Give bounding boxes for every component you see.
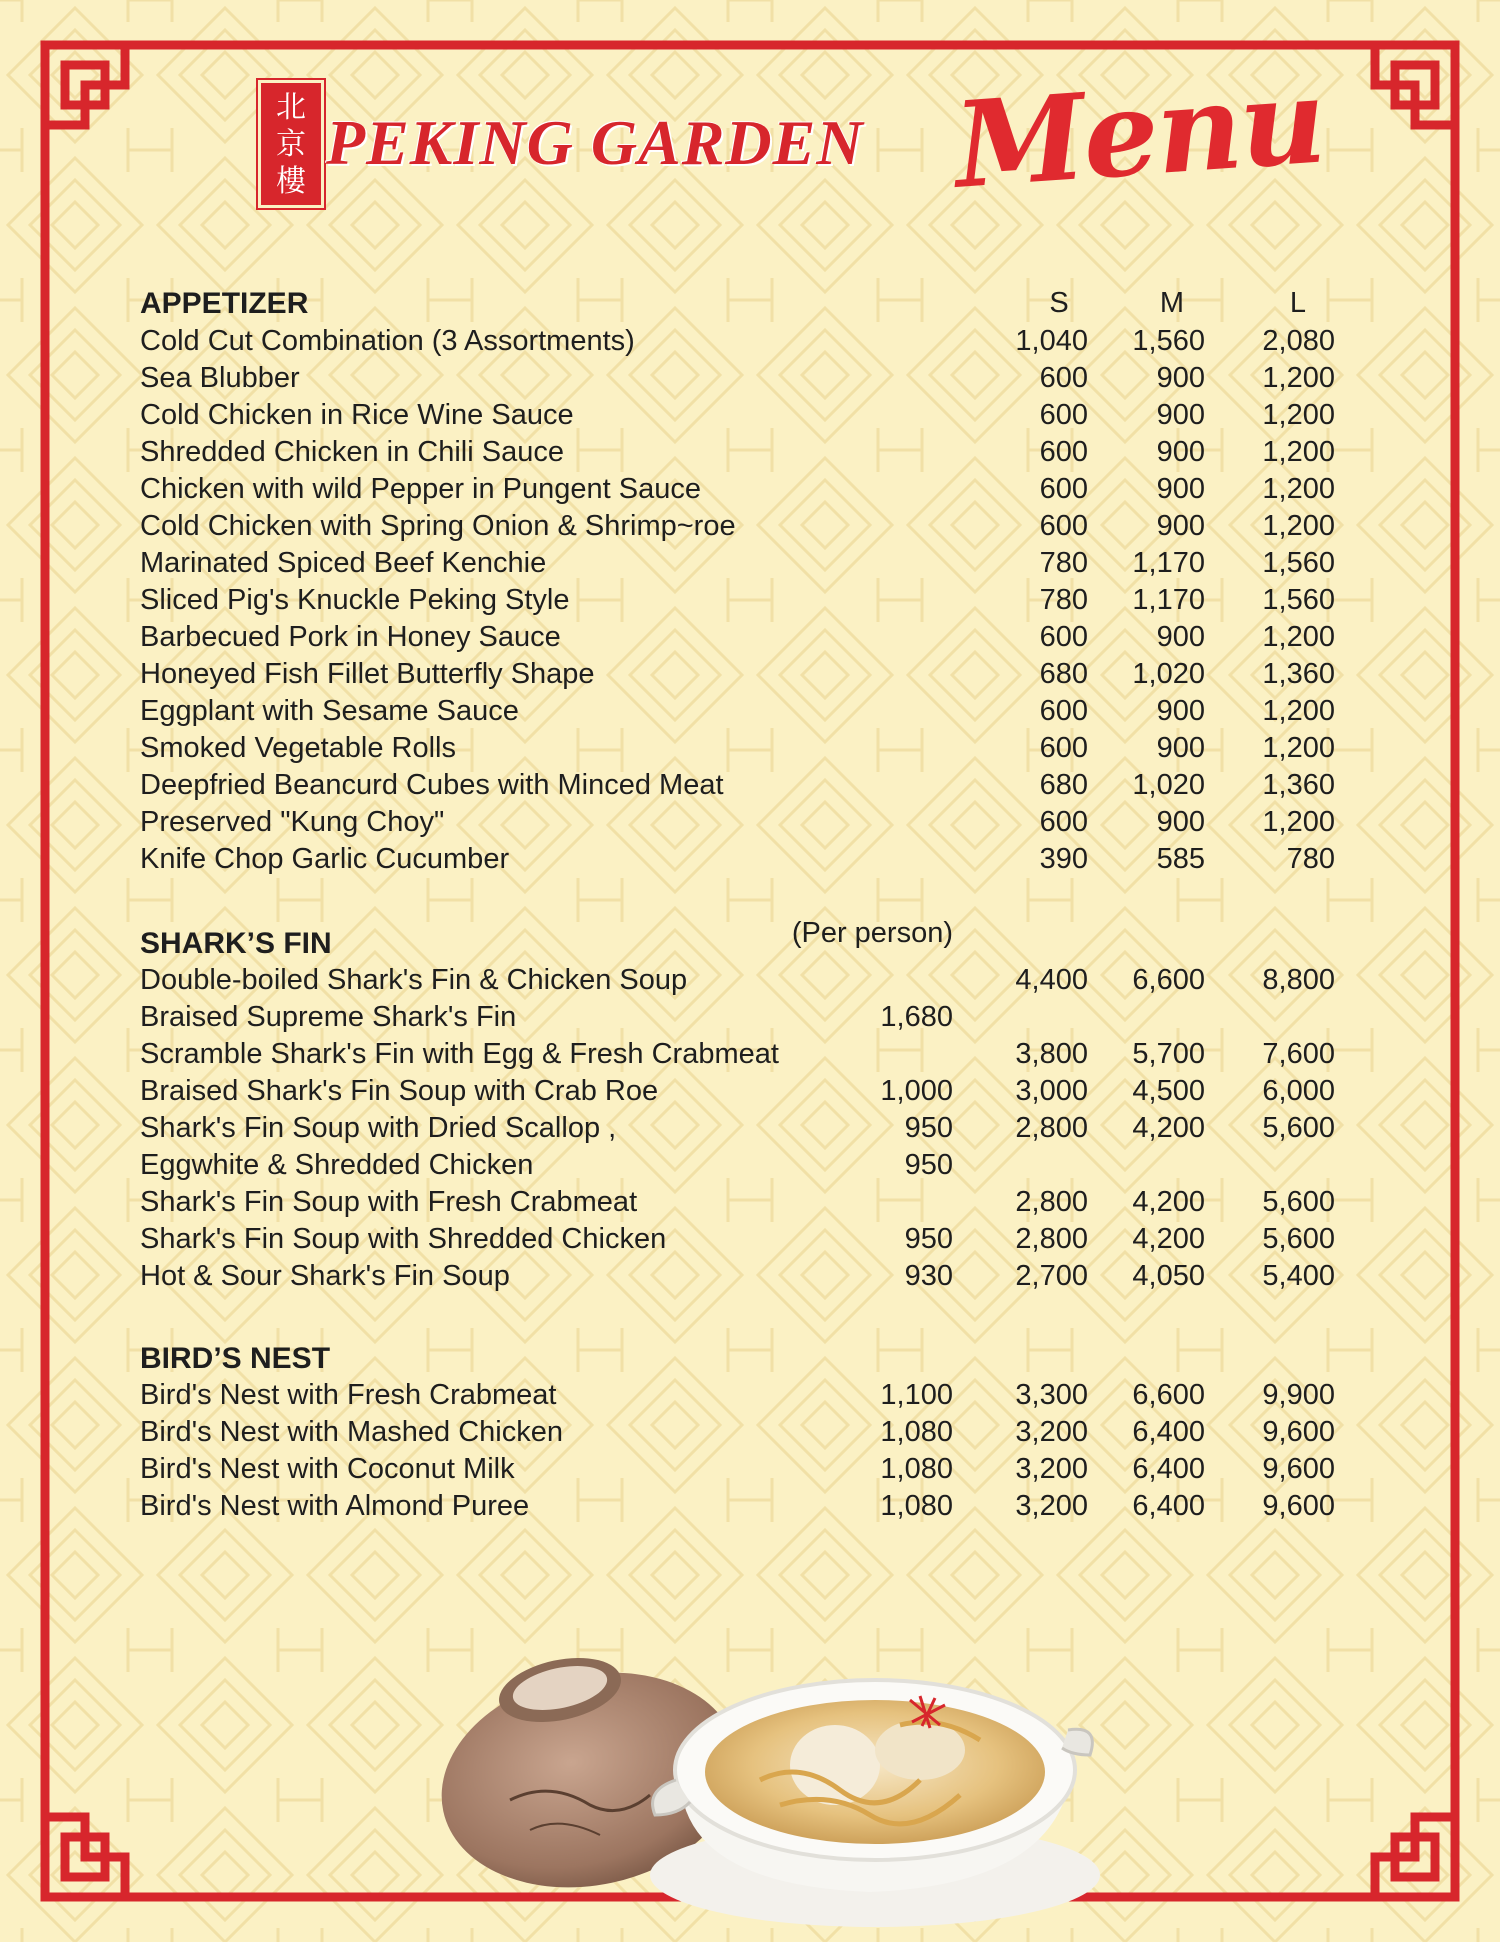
price-per-person: 1,100	[880, 1379, 953, 1411]
price-l: 9,600	[1262, 1453, 1335, 1485]
section-title-sharks-fin: SHARK’S FIN	[140, 927, 332, 960]
price-m: 4,500	[1132, 1075, 1205, 1107]
column-header-l: L	[1289, 287, 1307, 319]
price-l: 1,360	[1262, 658, 1335, 690]
clay-pot-soup-dish-icon	[440, 1630, 1100, 1930]
price-s: 2,800	[1015, 1186, 1088, 1218]
menu-item-row	[0, 656, 1500, 693]
price-s: 600	[1039, 473, 1088, 505]
price-m: 900	[1156, 362, 1205, 394]
price-s: 4,400	[1015, 964, 1088, 996]
section-title-birds-nest: BIRD’S NEST	[140, 1342, 331, 1375]
menu-item-row	[0, 323, 1500, 360]
price-s: 600	[1039, 695, 1088, 727]
menu-item-row	[0, 1110, 1500, 1147]
price-l: 5,600	[1262, 1186, 1335, 1218]
price-s: 600	[1039, 399, 1088, 431]
price-m: 6,600	[1132, 1379, 1205, 1411]
price-l: 5,600	[1262, 1112, 1335, 1144]
price-m: 4,200	[1132, 1223, 1205, 1255]
menu-item-row	[0, 619, 1500, 656]
item-name: Bird's Nest with Coconut Milk	[140, 1453, 515, 1485]
item-name: Scramble Shark's Fin with Egg & Fresh Crabmeat	[140, 1038, 779, 1070]
menu-item-row	[0, 1414, 1500, 1451]
appetizer-header-row	[0, 285, 1500, 322]
section-title-appetizer: APPETIZER	[140, 287, 309, 320]
price-s: 780	[1039, 547, 1088, 579]
item-name: Shark's Fin Soup with Shredded Chicken	[140, 1223, 667, 1255]
column-header-s: S	[1049, 287, 1069, 319]
logo-seal	[258, 80, 324, 208]
price-s: 600	[1039, 436, 1088, 468]
price-l: 5,600	[1262, 1223, 1335, 1255]
price-l: 1,200	[1262, 510, 1335, 542]
price-m: 1,020	[1132, 658, 1205, 690]
price-l: 1,200	[1262, 362, 1335, 394]
item-name: Preserved "Kung Choy"	[140, 806, 445, 838]
birds-nest-header-row	[0, 1340, 1500, 1377]
price-m: 4,050	[1132, 1260, 1205, 1292]
price-l: 1,560	[1262, 547, 1335, 579]
item-name: Hot & Sour Shark's Fin Soup	[140, 1260, 510, 1292]
column-header-m: M	[1159, 287, 1185, 319]
menu-item-row	[0, 1258, 1500, 1295]
item-name: Braised Supreme Shark's Fin	[140, 1001, 517, 1033]
price-s: 600	[1039, 732, 1088, 764]
price-s: 3,200	[1015, 1416, 1088, 1448]
price-l: 5,400	[1262, 1260, 1335, 1292]
price-m: 900	[1156, 806, 1205, 838]
price-l: 1,200	[1262, 732, 1335, 764]
price-per-person: 930	[904, 1260, 953, 1292]
price-per-person: 950	[904, 1149, 953, 1181]
menu-title: Menu	[950, 50, 1329, 215]
seal-char: 北	[276, 89, 306, 125]
price-m: 1,170	[1132, 547, 1205, 579]
price-s: 600	[1039, 510, 1088, 542]
menu-item-row	[0, 841, 1500, 878]
item-name: Shredded Chicken in Chili Sauce	[140, 436, 564, 468]
menu-item-row	[0, 962, 1500, 999]
menu-item-row	[0, 434, 1500, 471]
price-s: 600	[1039, 362, 1088, 394]
menu-item-row	[0, 767, 1500, 804]
price-s: 3,200	[1015, 1490, 1088, 1522]
price-l: 1,200	[1262, 436, 1335, 468]
menu-item-row	[0, 999, 1500, 1036]
item-name: Braised Shark's Fin Soup with Crab Roe	[140, 1075, 659, 1107]
price-l: 1,200	[1262, 806, 1335, 838]
item-name: Bird's Nest with Almond Puree	[140, 1490, 530, 1522]
price-s: 1,040	[1015, 325, 1088, 357]
menu-item-row	[0, 582, 1500, 619]
item-name: Shark's Fin Soup with Dried Scallop ,	[140, 1112, 617, 1144]
price-s: 3,800	[1015, 1038, 1088, 1070]
price-s: 600	[1039, 806, 1088, 838]
price-l: 1,360	[1262, 769, 1335, 801]
price-m: 585	[1156, 843, 1205, 875]
price-s: 3,000	[1015, 1075, 1088, 1107]
item-name: Barbecued Pork in Honey Sauce	[140, 621, 561, 653]
menu-item-row	[0, 360, 1500, 397]
item-name: Sliced Pig's Knuckle Peking Style	[140, 584, 570, 616]
menu-item-row	[0, 1036, 1500, 1073]
price-m: 6,400	[1132, 1490, 1205, 1522]
price-per-person: 1,000	[880, 1075, 953, 1107]
price-s: 2,800	[1015, 1112, 1088, 1144]
price-l: 1,200	[1262, 621, 1335, 653]
price-s: 2,800	[1015, 1223, 1088, 1255]
item-name: Eggwhite & Shredded Chicken	[140, 1149, 534, 1181]
menu-item-row	[0, 545, 1500, 582]
item-name: Bird's Nest with Fresh Crabmeat	[140, 1379, 557, 1411]
item-name: Cold Chicken in Rice Wine Sauce	[140, 399, 574, 431]
item-name: Smoked Vegetable Rolls	[140, 732, 456, 764]
item-name: Knife Chop Garlic Cucumber	[140, 843, 510, 875]
menu-item-row	[0, 804, 1500, 841]
menu-item-row	[0, 1184, 1500, 1221]
price-per-person: 1,080	[880, 1490, 953, 1522]
item-name: Cold Chicken with Spring Onion & Shrimp~roe	[140, 510, 736, 542]
price-s: 600	[1039, 621, 1088, 653]
per-person-note: (Per person)	[791, 917, 953, 949]
price-m: 4,200	[1132, 1186, 1205, 1218]
item-name: Marinated Spiced Beef Kenchie	[140, 547, 547, 579]
item-name: Eggplant with Sesame Sauce	[140, 695, 519, 727]
menu-item-row	[0, 1488, 1500, 1525]
item-name: Sea Blubber	[140, 362, 300, 394]
price-l: 8,800	[1262, 964, 1335, 996]
sharks-fin-header-row	[0, 925, 1500, 962]
price-m: 6,600	[1132, 964, 1205, 996]
price-per-person: 1,080	[880, 1416, 953, 1448]
item-name: Bird's Nest with Mashed Chicken	[140, 1416, 563, 1448]
price-s: 780	[1039, 584, 1088, 616]
price-l: 780	[1286, 843, 1335, 875]
price-per-person: 1,080	[880, 1453, 953, 1485]
item-name: Chicken with wild Pepper in Pungent Sauce	[140, 473, 701, 505]
menu-item-row	[0, 1147, 1500, 1184]
item-name: Deepfried Beancurd Cubes with Minced Meat	[140, 769, 724, 801]
price-l: 6,000	[1262, 1075, 1335, 1107]
seal-char: 京	[276, 126, 306, 162]
chinese-lattice-corner-icon	[45, 45, 125, 125]
menu-item-row	[0, 1073, 1500, 1110]
menu-item-row	[0, 397, 1500, 434]
price-l: 9,900	[1262, 1379, 1335, 1411]
price-s: 680	[1039, 769, 1088, 801]
price-l: 1,200	[1262, 399, 1335, 431]
price-s: 3,300	[1015, 1379, 1088, 1411]
price-m: 1,020	[1132, 769, 1205, 801]
menu-item-row	[0, 730, 1500, 767]
price-s: 3,200	[1015, 1453, 1088, 1485]
price-l: 2,080	[1262, 325, 1335, 357]
menu-item-row	[0, 508, 1500, 545]
item-name: Double-boiled Shark's Fin & Chicken Soup	[140, 964, 688, 996]
price-m: 6,400	[1132, 1453, 1205, 1485]
price-m: 1,560	[1132, 325, 1205, 357]
menu-item-row	[0, 1221, 1500, 1258]
price-m: 900	[1156, 510, 1205, 542]
price-m: 900	[1156, 621, 1205, 653]
price-s: 680	[1039, 658, 1088, 690]
menu-item-row	[0, 1377, 1500, 1414]
price-s: 390	[1039, 843, 1088, 875]
item-name: Cold Cut Combination (3 Assortments)	[140, 325, 635, 357]
price-m: 5,700	[1132, 1038, 1205, 1070]
price-m: 900	[1156, 695, 1205, 727]
price-per-person: 1,680	[880, 1001, 953, 1033]
price-m: 900	[1156, 436, 1205, 468]
menu-item-row	[0, 693, 1500, 730]
seal-char: 樓	[276, 163, 306, 199]
price-l: 1,560	[1262, 584, 1335, 616]
item-name: Shark's Fin Soup with Fresh Crabmeat	[140, 1186, 638, 1218]
price-s: 2,700	[1015, 1260, 1088, 1292]
menu-item-row	[0, 1451, 1500, 1488]
price-per-person: 950	[904, 1223, 953, 1255]
price-l: 7,600	[1262, 1038, 1335, 1070]
price-m: 6,400	[1132, 1416, 1205, 1448]
price-l: 1,200	[1262, 473, 1335, 505]
price-m: 1,170	[1132, 584, 1205, 616]
price-m: 900	[1156, 732, 1205, 764]
price-l: 9,600	[1262, 1416, 1335, 1448]
restaurant-name: PEKING GARDEN	[326, 107, 864, 178]
price-l: 9,600	[1262, 1490, 1335, 1522]
price-m: 4,200	[1132, 1112, 1205, 1144]
price-l: 1,200	[1262, 695, 1335, 727]
price-m: 900	[1156, 399, 1205, 431]
menu-item-row	[0, 471, 1500, 508]
item-name: Honeyed Fish Fillet Butterfly Shape	[140, 658, 595, 690]
price-m: 900	[1156, 473, 1205, 505]
price-per-person: 950	[904, 1112, 953, 1144]
